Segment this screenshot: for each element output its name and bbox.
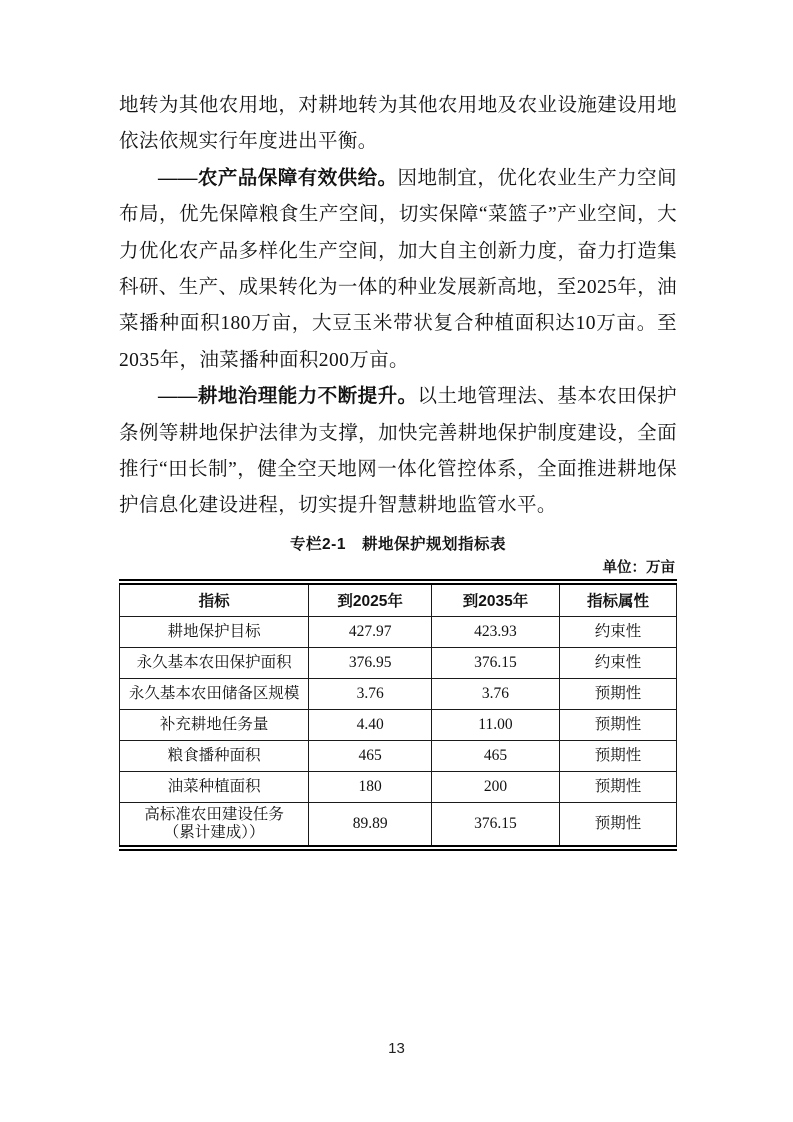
- table-border-frame: [119, 579, 677, 852]
- table-column-header: 指标属性: [560, 584, 677, 617]
- table-cell: 预期性: [560, 802, 677, 846]
- table-title: 专栏2-1 耕地保护规划指标表: [290, 535, 506, 553]
- table-cell: 永久基本农田储备区规模: [120, 678, 309, 709]
- table-cell: 预期性: [560, 678, 677, 709]
- table-cell: 200: [431, 771, 559, 802]
- paragraph-lead: ——耕地治理能力不断提升。: [158, 386, 418, 408]
- table-cell: 11.00: [431, 709, 559, 740]
- table-header: [120, 584, 677, 617]
- table-column-header: 指标: [120, 584, 309, 617]
- table-cell: 3.76: [309, 678, 432, 709]
- table-cell: 4.40: [309, 709, 432, 740]
- paragraph-2: ——农产品保障有效供给。因地制宜，优化农业生产力空间布局，优先保障粮食生产空间，切实保障“菜篮子”产业空间，大力优化农产品多样化生产空间，加大自主创新力度，奋力打造集科研、生产、成果转化为一体的种业发展新高地，至2025年，油菜播种面积180万亩，大豆玉米带状复合种植面积达10万亩。至2035年，油菜播种面积200万亩。: [119, 167, 678, 371]
- table-row: [120, 647, 677, 678]
- table-cell: 465: [309, 740, 432, 771]
- table-cell: 180: [309, 771, 432, 802]
- table-cell: 耕地保护目标: [120, 616, 309, 647]
- table-row: [120, 678, 677, 709]
- table-cell: 永久基本农田保护面积: [120, 647, 309, 678]
- indicator-table: [119, 583, 677, 848]
- table-cell: 油菜种植面积: [120, 771, 309, 802]
- table-header-row: [120, 584, 677, 617]
- table-cell: 89.89: [309, 802, 432, 846]
- body-text: [119, 88, 677, 525]
- table-cell: 高标准农田建设任务 （累计建成））: [120, 802, 309, 846]
- table-cell: 376.95: [309, 647, 432, 678]
- table-cell: 约束性: [560, 616, 677, 647]
- table-cell: 423.93: [431, 616, 559, 647]
- table-cell: 预期性: [560, 740, 677, 771]
- table-cell: 预期性: [560, 771, 677, 802]
- table-column-header: 到2035年: [431, 584, 559, 617]
- table-cell: 427.97: [309, 616, 432, 647]
- table-cell: 预期性: [560, 709, 677, 740]
- paragraph-1: 地转为其他农用地，对耕地转为其他农用地及农业设施建设用地依法依规实行年度进出平衡。: [119, 95, 677, 153]
- table-cell: 376.15: [431, 647, 559, 678]
- table-cell: 粮食播种面积: [120, 740, 309, 771]
- page-content: [119, 88, 677, 851]
- table-unit-label: 单位：万亩: [602, 559, 675, 576]
- table-row: [120, 709, 677, 740]
- table-cell: 465: [431, 740, 559, 771]
- table-column-header: 到2025年: [309, 584, 432, 617]
- paragraph-3: ——耕地治理能力不断提升。以土地管理法、基本农田保护条例等耕地保护法律为支撑，加快完善耕地保护制度建设，全面推行“田长制”，健全空天地网一体化管控体系，全面推进耕地保护信息化建设进程，切实提升智慧耕地监管水平。: [119, 386, 677, 517]
- table-row: [120, 771, 677, 802]
- table-body: [120, 616, 677, 846]
- table-cell: 3.76: [431, 678, 559, 709]
- table-cell: 约束性: [560, 647, 677, 678]
- table-row: [120, 802, 677, 846]
- table-row: [120, 740, 677, 771]
- paragraph-lead: ——农产品保障有效供给。: [158, 167, 398, 189]
- table-cell: 补充耕地任务量: [120, 709, 309, 740]
- table-row: [120, 616, 677, 647]
- page-number: 13: [388, 1040, 405, 1057]
- table-cell: 376.15: [431, 802, 559, 846]
